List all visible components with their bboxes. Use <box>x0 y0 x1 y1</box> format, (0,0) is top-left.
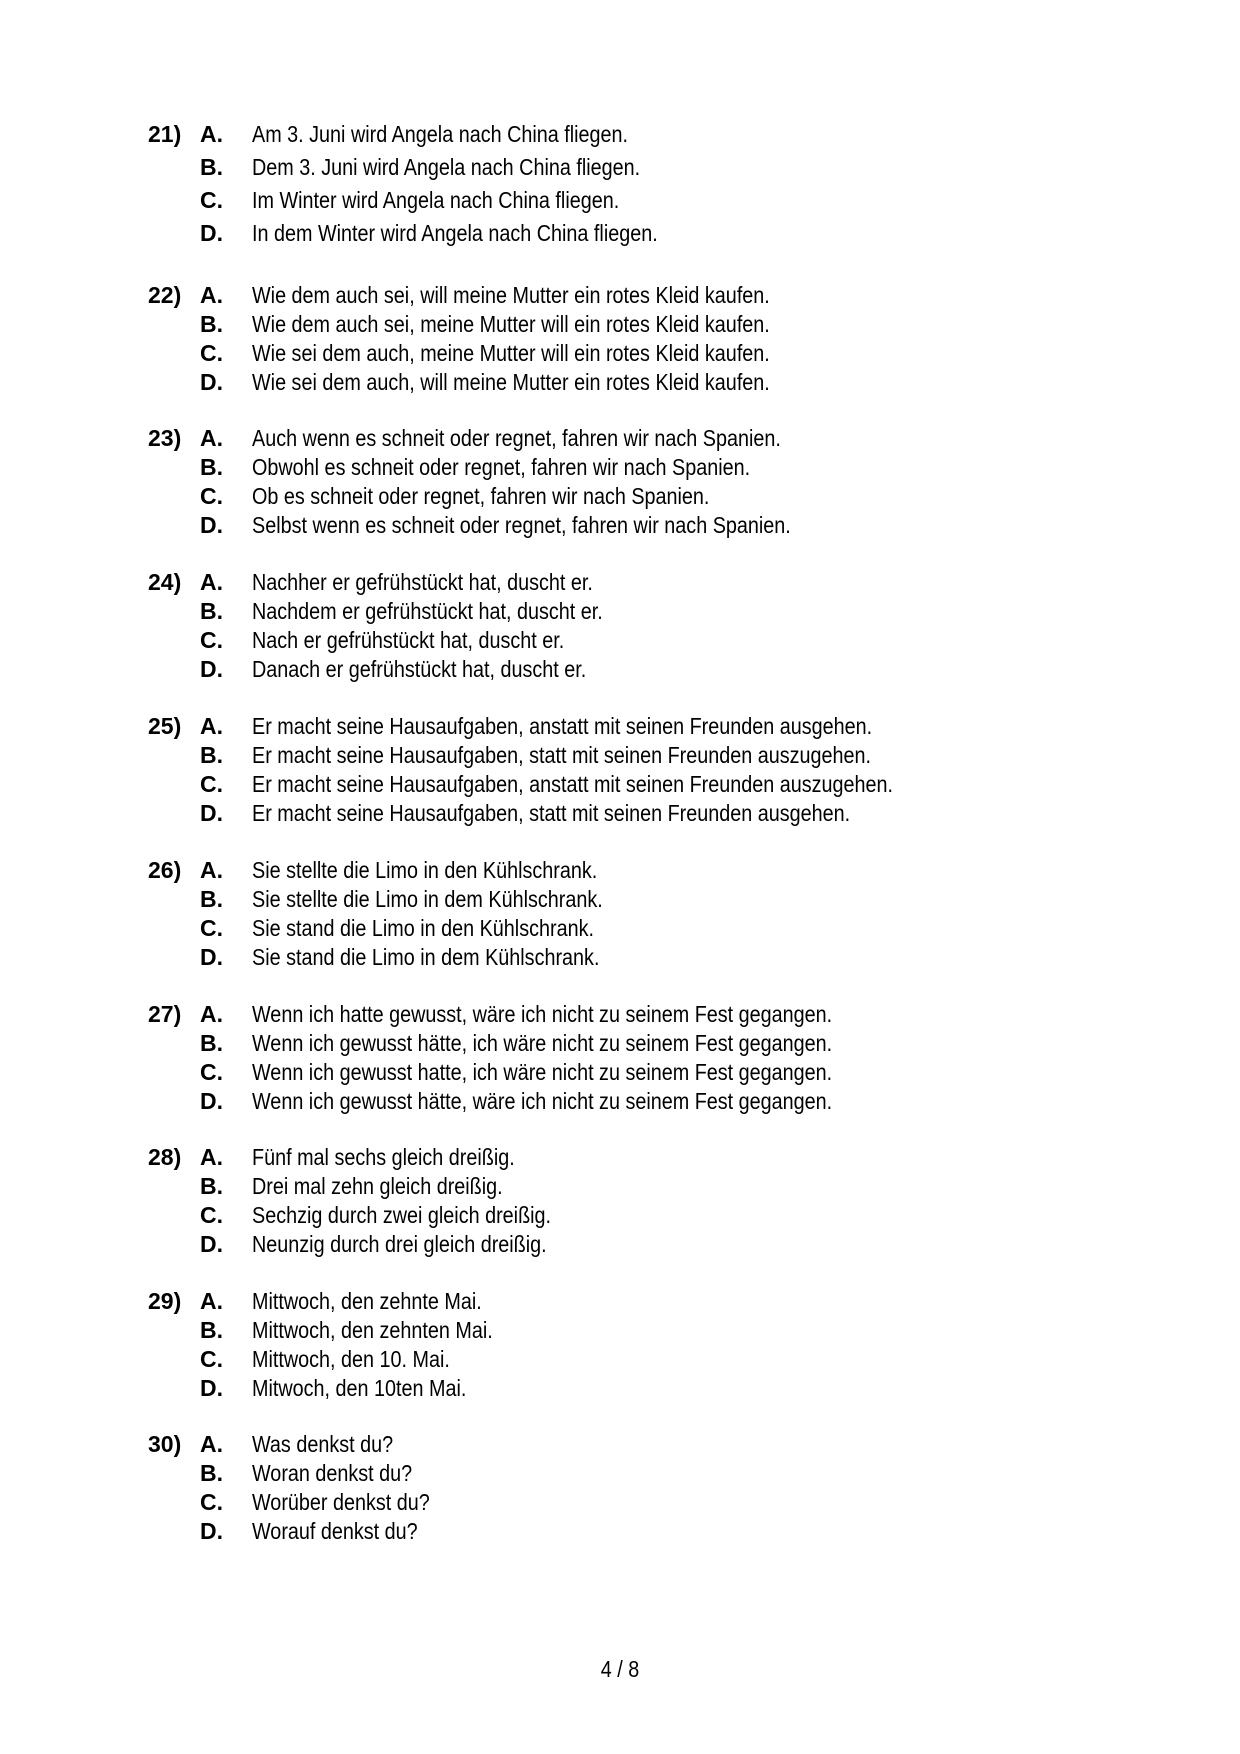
question-number: 23) <box>148 425 182 451</box>
option-22-b <box>0 310 1240 339</box>
option-21-b <box>0 151 1240 184</box>
option-text: Wie sei dem auch, will meine Mutter ein rotes Kleid kaufen. <box>252 369 770 395</box>
option-text: In dem Winter wird Angela nach China fliegen. <box>252 220 658 246</box>
option-text: Er macht seine Hausaufgaben, statt mit seinen Freunden auszugehen. <box>252 742 872 768</box>
question-number: 26) <box>148 857 182 883</box>
option-26-b <box>0 885 1240 914</box>
option-letter: A. <box>200 1288 223 1314</box>
option-29-d <box>0 1374 1240 1403</box>
option-30-c <box>0 1488 1240 1517</box>
option-22-c <box>0 339 1240 368</box>
question-26 <box>0 856 1240 972</box>
question-number: 22) <box>148 282 182 308</box>
option-letter: C. <box>200 1346 223 1372</box>
option-letter: A. <box>200 425 223 451</box>
option-text: Auch wenn es schneit oder regnet, fahren wir nach Spanien. <box>252 425 781 451</box>
option-text: Im Winter wird Angela nach China fliegen. <box>252 187 620 213</box>
option-text: Wenn ich gewusst hätte, wäre ich nicht zu seinem Fest gegangen. <box>252 1088 833 1114</box>
option-letter: A. <box>200 1144 223 1170</box>
option-letter: C. <box>200 483 223 509</box>
option-29-a <box>0 1287 1240 1316</box>
option-25-b <box>0 741 1240 770</box>
option-23-a <box>0 424 1240 453</box>
option-28-c <box>0 1201 1240 1230</box>
option-28-b <box>0 1172 1240 1201</box>
option-21-d <box>0 217 1240 250</box>
option-letter: A. <box>200 569 223 595</box>
option-23-b <box>0 453 1240 482</box>
option-text: Selbst wenn es schneit oder regnet, fahren wir nach Spanien. <box>252 512 791 538</box>
option-text: Wenn ich gewusst hätte, ich wäre nicht zu seinem Fest gegangen. <box>252 1030 833 1056</box>
option-text: Danach er gefrühstückt hat, duscht er. <box>252 656 587 682</box>
question-number: 30) <box>148 1431 182 1457</box>
option-text: Sie stellte die Limo in dem Kühlschrank. <box>252 886 603 912</box>
option-text: Er macht seine Hausaufgaben, statt mit seinen Freunden ausgehen. <box>252 800 851 826</box>
option-letter: D. <box>200 1518 223 1544</box>
option-text: Neunzig durch drei gleich dreißig. <box>252 1231 547 1257</box>
question-25 <box>0 712 1240 828</box>
option-letter: C. <box>200 915 223 941</box>
option-text: Sie stand die Limo in dem Kühlschrank. <box>252 944 600 970</box>
question-22 <box>0 281 1240 397</box>
option-letter: D. <box>200 656 223 682</box>
option-27-d <box>0 1087 1240 1116</box>
option-text: Wie sei dem auch, meine Mutter will ein rotes Kleid kaufen. <box>252 340 770 366</box>
option-text: Am 3. Juni wird Angela nach China fliegen. <box>252 121 629 147</box>
option-letter: D. <box>200 1231 223 1257</box>
option-text: Mittwoch, den zehnten Mai. <box>252 1317 493 1343</box>
option-letter: A. <box>200 282 223 308</box>
option-letter: B. <box>200 154 223 180</box>
option-letter: C. <box>200 1059 223 1085</box>
option-22-d <box>0 368 1240 397</box>
option-21-a <box>0 118 1240 151</box>
option-letter: B. <box>200 742 223 768</box>
option-23-d <box>0 511 1240 540</box>
option-text: Dem 3. Juni wird Angela nach China fliegen. <box>252 154 641 180</box>
option-letter: A. <box>200 121 223 147</box>
option-letter: C. <box>200 340 223 366</box>
option-letter: B. <box>200 1173 223 1199</box>
option-27-a <box>0 1000 1240 1029</box>
option-26-a <box>0 856 1240 885</box>
option-28-d <box>0 1230 1240 1259</box>
option-29-b <box>0 1316 1240 1345</box>
option-text: Nach er gefrühstückt hat, duscht er. <box>252 627 565 653</box>
question-30 <box>0 1430 1240 1546</box>
option-letter: B. <box>200 311 223 337</box>
option-25-d <box>0 799 1240 828</box>
option-24-b <box>0 597 1240 626</box>
page-number: 4 / 8 <box>600 1656 640 1682</box>
option-letter: B. <box>200 1460 223 1486</box>
option-text: Wie dem auch sei, will meine Mutter ein rotes Kleid kaufen. <box>252 282 770 308</box>
option-text: Nachdem er gefrühstückt hat, duscht er. <box>252 598 603 624</box>
question-28 <box>0 1143 1240 1259</box>
option-text: Sie stand die Limo in den Kühlschrank. <box>252 915 594 941</box>
option-text: Er macht seine Hausaufgaben, anstatt mit seinen Freunden auszugehen. <box>252 771 894 797</box>
question-number: 24) <box>148 569 182 595</box>
option-text: Wenn ich hatte gewusst, wäre ich nicht zu seinem Fest gegangen. <box>252 1001 833 1027</box>
question-27 <box>0 1000 1240 1116</box>
option-text: Ob es schneit oder regnet, fahren wir nach Spanien. <box>252 483 710 509</box>
option-30-b <box>0 1459 1240 1488</box>
option-text: Drei mal zehn gleich dreißig. <box>252 1173 503 1199</box>
question-number: 25) <box>148 713 182 739</box>
option-27-b <box>0 1029 1240 1058</box>
option-24-a <box>0 568 1240 597</box>
option-26-d <box>0 943 1240 972</box>
option-23-c <box>0 482 1240 511</box>
question-24 <box>0 568 1240 684</box>
option-text: Er macht seine Hausaufgaben, anstatt mit seinen Freunden ausgehen. <box>252 713 873 739</box>
question-number: 27) <box>148 1001 182 1027</box>
question-number: 21) <box>148 121 182 147</box>
option-letter: C. <box>200 187 223 213</box>
option-letter: A. <box>200 1431 223 1457</box>
option-28-a <box>0 1143 1240 1172</box>
option-text: Nachher er gefrühstückt hat, duscht er. <box>252 569 593 595</box>
option-letter: C. <box>200 771 223 797</box>
option-text: Mitwoch, den 10ten Mai. <box>252 1375 467 1401</box>
option-letter: B. <box>200 1030 223 1056</box>
option-letter: B. <box>200 886 223 912</box>
option-text: Worüber denkst du? <box>252 1489 430 1515</box>
option-letter: D. <box>200 369 223 395</box>
option-letter: D. <box>200 1088 223 1114</box>
option-letter: B. <box>200 598 223 624</box>
question-21 <box>0 118 1240 250</box>
option-letter: A. <box>200 1001 223 1027</box>
option-letter: D. <box>200 800 223 826</box>
option-30-a <box>0 1430 1240 1459</box>
option-letter: C. <box>200 1489 223 1515</box>
option-25-c <box>0 770 1240 799</box>
option-25-a <box>0 712 1240 741</box>
option-letter: D. <box>200 512 223 538</box>
option-letter: A. <box>200 713 223 739</box>
option-letter: B. <box>200 1317 223 1343</box>
option-26-c <box>0 914 1240 943</box>
option-29-c <box>0 1345 1240 1374</box>
option-22-a <box>0 281 1240 310</box>
question-29 <box>0 1287 1240 1403</box>
question-number: 29) <box>148 1288 182 1314</box>
option-text: Sechzig durch zwei gleich dreißig. <box>252 1202 552 1228</box>
option-letter: D. <box>200 944 223 970</box>
option-text: Obwohl es schneit oder regnet, fahren wir nach Spanien. <box>252 454 751 480</box>
question-number: 28) <box>148 1144 182 1170</box>
option-text: Woran denkst du? <box>252 1460 413 1486</box>
option-letter: D. <box>200 1375 223 1401</box>
option-text: Was denkst du? <box>252 1431 394 1457</box>
option-30-d <box>0 1517 1240 1546</box>
option-text: Mittwoch, den zehnte Mai. <box>252 1288 482 1314</box>
option-text: Wie dem auch sei, meine Mutter will ein rotes Kleid kaufen. <box>252 311 770 337</box>
option-letter: C. <box>200 627 223 653</box>
option-24-c <box>0 626 1240 655</box>
option-text: Mittwoch, den 10. Mai. <box>252 1346 450 1372</box>
option-text: Fünf mal sechs gleich dreißig. <box>252 1144 515 1170</box>
option-text: Sie stellte die Limo in den Kühlschrank. <box>252 857 598 883</box>
option-letter: A. <box>200 857 223 883</box>
option-24-d <box>0 655 1240 684</box>
option-text: Wenn ich gewusst hatte, ich wäre nicht zu seinem Fest gegangen. <box>252 1059 833 1085</box>
option-text: Worauf denkst du? <box>252 1518 418 1544</box>
option-letter: C. <box>200 1202 223 1228</box>
option-letter: D. <box>200 220 223 246</box>
option-21-c <box>0 184 1240 217</box>
question-23 <box>0 424 1240 540</box>
option-letter: B. <box>200 454 223 480</box>
option-27-c <box>0 1058 1240 1087</box>
